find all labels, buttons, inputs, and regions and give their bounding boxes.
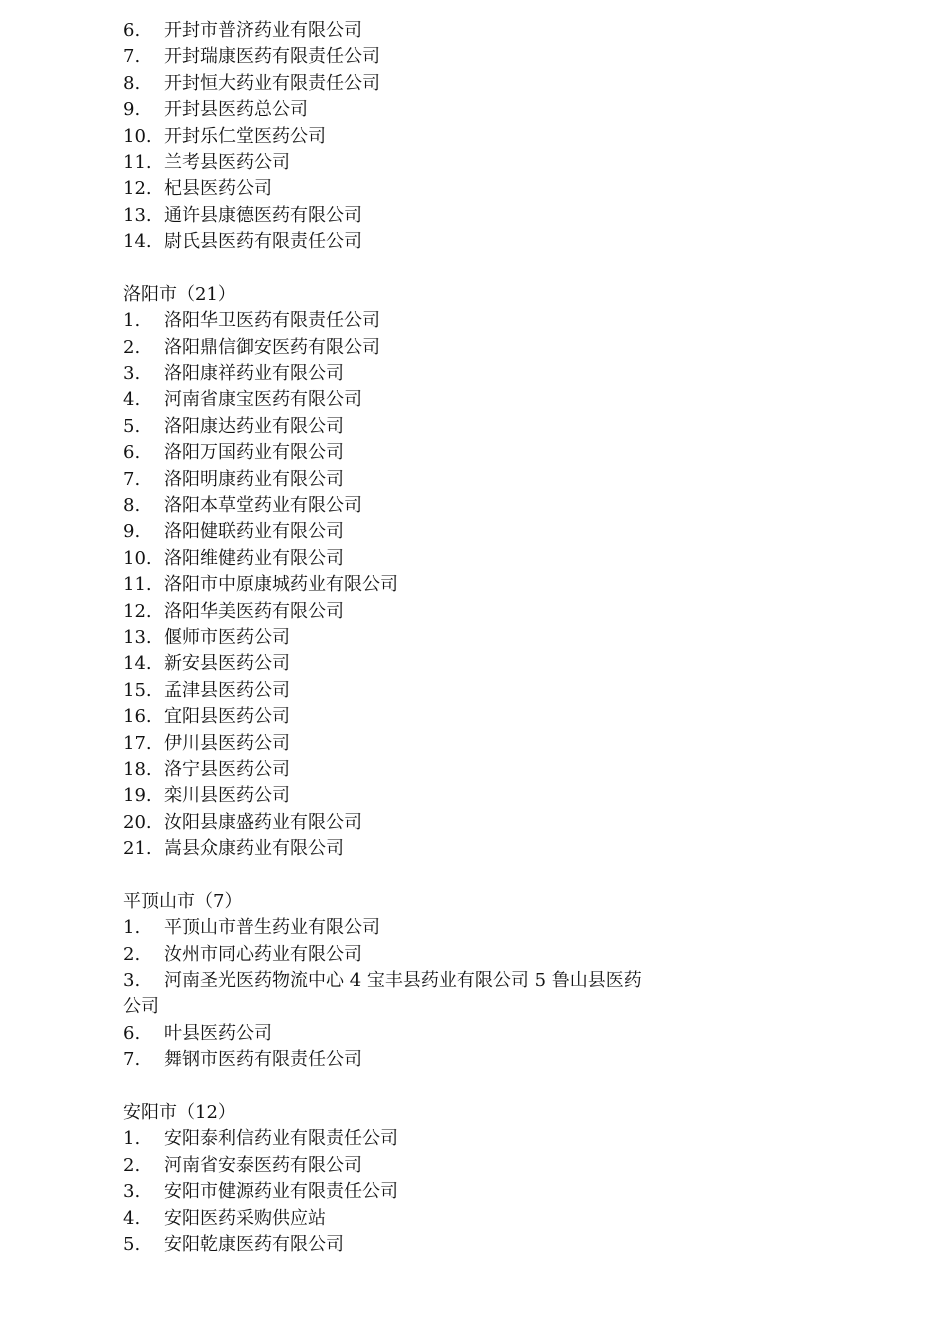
item-number: 6. <box>123 1022 141 1044</box>
list-item <box>123 519 723 545</box>
item-text: 洛阳鼎信御安医药有限公司 <box>164 336 380 358</box>
item-text: 洛阳本草堂药业有限公司 <box>164 495 362 517</box>
item-number: 17. <box>123 732 152 754</box>
item-text: 洛阳康祥药业有限公司 <box>164 363 344 385</box>
item-text: 安阳市健源药业有限责任公司 <box>164 1181 398 1203</box>
section-luoyang <box>123 282 723 863</box>
item-text: 栾川县医药公司 <box>164 785 290 807</box>
list-item <box>123 757 723 783</box>
list-item <box>123 625 723 651</box>
item-text: 兰考县医药公司 <box>164 151 290 173</box>
list-item <box>123 308 723 334</box>
item-text: 洛阳健联药业有限公司 <box>164 521 344 543</box>
item-number: 6. <box>123 442 141 464</box>
list-item <box>123 704 723 730</box>
item-text: 舞钢市医药有限责任公司 <box>164 1049 362 1071</box>
list-item <box>123 124 723 150</box>
item-number: 6. <box>123 20 141 41</box>
item-text: 洛阳华卫医药有限责任公司 <box>164 310 380 332</box>
item-text: 洛阳明康药业有限公司 <box>164 468 344 490</box>
section-heading: 平顶山市（7） <box>123 890 243 912</box>
item-number: 14. <box>123 653 152 675</box>
item-number: 1. <box>123 917 141 939</box>
item-text: 杞县医药公司 <box>164 178 272 200</box>
list-item <box>123 942 723 968</box>
item-text: 伊川县医药公司 <box>164 732 290 754</box>
item-number: 19. <box>123 785 152 807</box>
item-number: 7. <box>123 46 141 68</box>
item-text: 开封乐仁堂医药公司 <box>164 125 326 147</box>
list-item <box>123 1153 723 1179</box>
item-number: 7. <box>123 468 141 490</box>
item-number: 15. <box>123 679 152 701</box>
item-number: 9. <box>123 521 141 543</box>
item-text: 河南省安泰医药有限公司 <box>164 1154 362 1176</box>
item-text: 开封市普济药业有限公司 <box>164 20 362 41</box>
item-number: 4. <box>123 1207 141 1229</box>
item-number: 4. <box>123 389 141 411</box>
item-number: 13. <box>123 204 152 226</box>
item-number: 8. <box>123 72 141 94</box>
item-text: 汝州市同心药业有限公司 <box>164 943 362 965</box>
list-item <box>123 968 723 994</box>
item-number: 7. <box>123 1049 141 1071</box>
list-item <box>123 810 723 836</box>
list-item <box>123 546 723 572</box>
list-item <box>123 467 723 493</box>
item-number: 5. <box>123 415 141 437</box>
list-item <box>123 1232 723 1258</box>
item-number: 11. <box>123 151 152 173</box>
list-item <box>123 493 723 519</box>
list-item <box>123 150 723 176</box>
item-number: 1. <box>123 310 141 332</box>
item-text: 洛阳华美医药有限公司 <box>164 600 344 622</box>
item-text: 洛阳康达药业有限公司 <box>164 415 344 437</box>
list-item <box>123 97 723 123</box>
list-item <box>123 678 723 704</box>
list-item <box>123 387 723 413</box>
list-item <box>123 1047 723 1073</box>
item-number: 10. <box>123 547 152 569</box>
list-item <box>123 1126 723 1152</box>
list-item <box>123 651 723 677</box>
item-number: 10. <box>123 125 152 147</box>
item-number: 11. <box>123 574 152 596</box>
item-text: 安阳乾康医药有限公司 <box>164 1233 344 1255</box>
item-text: 汝阳县康盛药业有限公司 <box>164 811 362 833</box>
list-item <box>123 335 723 361</box>
item-number: 18. <box>123 758 152 780</box>
item-text: 偃师市医药公司 <box>164 626 290 648</box>
item-number: 5. <box>123 1233 141 1255</box>
list-item <box>123 599 723 625</box>
item-number: 12. <box>123 600 152 622</box>
list-item <box>123 731 723 757</box>
item-number: 21. <box>123 838 152 860</box>
item-text: 安阳泰利信药业有限责任公司 <box>164 1128 398 1150</box>
item-number: 16. <box>123 706 152 728</box>
section-heading: 洛阳市（21） <box>123 283 236 305</box>
item-text: 宜阳县医药公司 <box>164 706 290 728</box>
document-page <box>123 18 723 1258</box>
item-number: 12. <box>123 178 152 200</box>
item-number: 3. <box>123 970 141 992</box>
list-item <box>123 361 723 387</box>
list-item <box>123 1179 723 1205</box>
list-item <box>123 440 723 466</box>
item-text: 河南圣光医药物流中心 4 宝丰县药业有限公司 5 鲁山县医药 <box>164 970 642 992</box>
item-text: 安阳医药采购供应站 <box>164 1207 326 1229</box>
item-number: 20. <box>123 811 152 833</box>
section-anyang <box>123 1100 723 1258</box>
item-number: 3. <box>123 363 141 385</box>
item-text: 河南省康宝医药有限公司 <box>164 389 362 411</box>
item-text: 洛阳万国药业有限公司 <box>164 442 344 464</box>
list-item <box>123 572 723 598</box>
list-item <box>123 176 723 202</box>
item-text: 孟津县医药公司 <box>164 679 290 701</box>
list-item <box>123 414 723 440</box>
section-gap <box>123 1074 723 1100</box>
item-number: 13. <box>123 626 152 648</box>
item-text: 嵩县众康药业有限公司 <box>164 838 344 860</box>
item-number: 2. <box>123 1154 141 1176</box>
list-item <box>123 44 723 70</box>
list-item <box>123 915 723 941</box>
item-text: 通许县康德医药有限公司 <box>164 204 362 226</box>
item-text: 开封恒大药业有限责任公司 <box>164 72 380 94</box>
item-text: 洛阳市中原康城药业有限公司 <box>164 574 398 596</box>
list-item <box>123 783 723 809</box>
section-kaifeng <box>123 18 723 256</box>
list-item <box>123 18 723 44</box>
item-text: 尉氏县医药有限责任公司 <box>164 231 362 253</box>
section-gap <box>123 256 723 282</box>
section-pingdingshan <box>123 889 723 1074</box>
item-number: 2. <box>123 943 141 965</box>
item-text: 平顶山市普生药业有限公司 <box>164 917 380 939</box>
section-gap <box>123 863 723 889</box>
item-number: 1. <box>123 1128 141 1150</box>
list-item <box>123 71 723 97</box>
item-text: 开封瑞康医药有限责任公司 <box>164 46 380 68</box>
list-item <box>123 836 723 862</box>
item-text-continuation: 公司 <box>123 996 159 1018</box>
list-item <box>123 1206 723 1232</box>
item-number: 8. <box>123 495 141 517</box>
item-number: 2. <box>123 336 141 358</box>
item-number: 3. <box>123 1181 141 1203</box>
item-number: 14. <box>123 231 152 253</box>
item-text: 洛阳维健药业有限公司 <box>164 547 344 569</box>
item-text: 新安县医药公司 <box>164 653 290 675</box>
list-item <box>123 229 723 255</box>
item-text: 开封县医药总公司 <box>164 99 308 121</box>
section-heading: 安阳市（12） <box>123 1102 236 1124</box>
item-text: 洛宁县医药公司 <box>164 758 290 780</box>
list-item <box>123 203 723 229</box>
item-number: 9. <box>123 99 141 121</box>
item-text: 叶县医药公司 <box>164 1022 272 1044</box>
list-item <box>123 1021 723 1047</box>
